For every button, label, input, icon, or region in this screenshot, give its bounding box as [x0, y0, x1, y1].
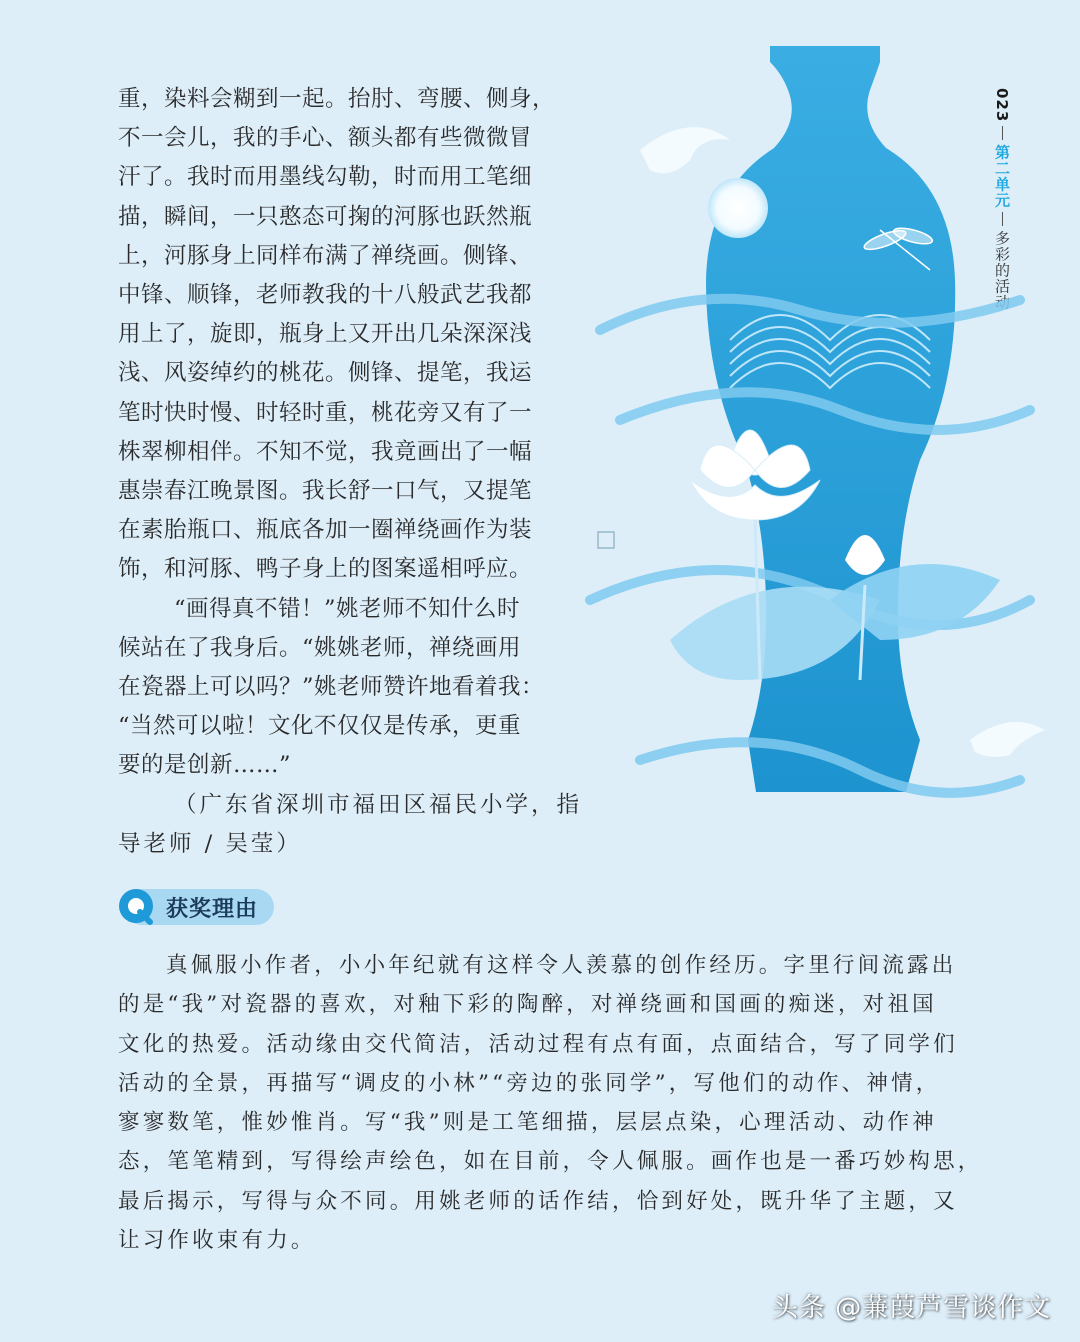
dialog-line: 在瓷器上可以吗？”姚老师赞许地看着我：: [118, 674, 545, 701]
review-line: 真佩服小作者，小小年纪就有这样令人羡慕的创作经历。字里行间流露出: [166, 953, 957, 978]
review-line: 态，笔笔精到，写得绘声绘色，如在目前，令人佩服。画作也是一番巧妙构思，: [118, 1149, 983, 1175]
vase-lotus-illustration: [580, 40, 1050, 860]
award-reason-title: 获奖理由: [166, 897, 259, 922]
body-line: 浅、风姿绰约的桃花。侧锋、提笔，我运: [118, 360, 533, 387]
review-text: [118, 946, 983, 1260]
source-line: 导老师 / 吴莹）: [118, 830, 302, 857]
magnifier-q-icon: [116, 886, 160, 928]
award-reason-header: [116, 886, 276, 928]
watermark: 头条 @蒹葭芦雪谈作文: [772, 1293, 1052, 1323]
body-line: 汗了。我时而用墨线勾勒，时而用工笔细: [118, 164, 533, 191]
body-line: 不一会儿，我的手心、额头都有些微微冒: [118, 125, 533, 152]
body-line: 描，瞬间，一只憨态可掬的河豚也跃然瓶: [118, 203, 533, 230]
unit-label: 第二单元: [993, 144, 1011, 209]
moon: [708, 178, 768, 238]
cloud-wisp: [970, 722, 1045, 757]
body-line: 株翠柳相伴。不知不觉，我竟画出了一幅: [118, 438, 533, 465]
dialog-line: 候站在了我身后。“姚姚老师，禅绕画用: [118, 634, 522, 661]
review-line: 活动的全景，再描写“调皮的小林”“旁边的张同学”，写他们的动作、神情，: [118, 1070, 941, 1096]
body-line: 上，河豚身上同样布满了禅绕画。侧锋、: [118, 242, 533, 269]
body-line: 重，染料会糊到一起。抬肘、弯腰、侧身，: [118, 86, 556, 112]
vase-shape: [706, 46, 955, 792]
review-line: 让习作收束有力。: [118, 1228, 316, 1254]
article-text: [118, 80, 583, 864]
review-line: 最后揭示，写得与众不同。用姚老师的话作结，恰到好处，既升华了主题，又: [118, 1188, 958, 1214]
dialog-line: “当然可以啦！文化不仅仅是传承，更重: [118, 713, 522, 740]
source-line: （广东省深圳市福田区福民小学，指: [174, 791, 583, 818]
review-line: 文化的热爱。活动缘由交代简洁，活动过程有点有面，点面结合，写了同学们: [118, 1031, 958, 1057]
dialog-line: 要的是创新……”: [118, 752, 292, 779]
cloud-wisp: [640, 127, 730, 173]
seal-mark: [598, 532, 614, 548]
unit-title: 多彩的活动: [993, 230, 1011, 311]
review-line: 寥寥数笔，惟妙惟肖。写“我”则是工笔细描，层层点染，心理活动、动作神: [118, 1110, 937, 1136]
body-line: 笔时快时慢、时轻时重，桃花旁又有了一: [118, 399, 533, 426]
body-line: 饰，和河豚、鸭子身上的图案遥相呼应。: [118, 556, 533, 583]
review-line: 的是“我”对瓷器的喜欢，对釉下彩的陶醉，对禅绕画和国画的痴迷，对祖国: [118, 992, 937, 1018]
page-number: 023: [993, 88, 1011, 123]
body-line: 在素胎瓶口、瓶底各加一圈禅绕画作为装: [118, 517, 533, 544]
body-line: 惠崇春江晚景图。我长舒一口气，又提笔: [118, 478, 533, 505]
dialog-line: “画得真不错！”姚老师不知什么时: [174, 595, 521, 622]
body-line: 中锋、顺锋，老师教我的十八般武艺我都: [118, 282, 533, 309]
body-line: 用上了，旋即，瓶身上又开出几朵深深浅: [118, 321, 533, 348]
